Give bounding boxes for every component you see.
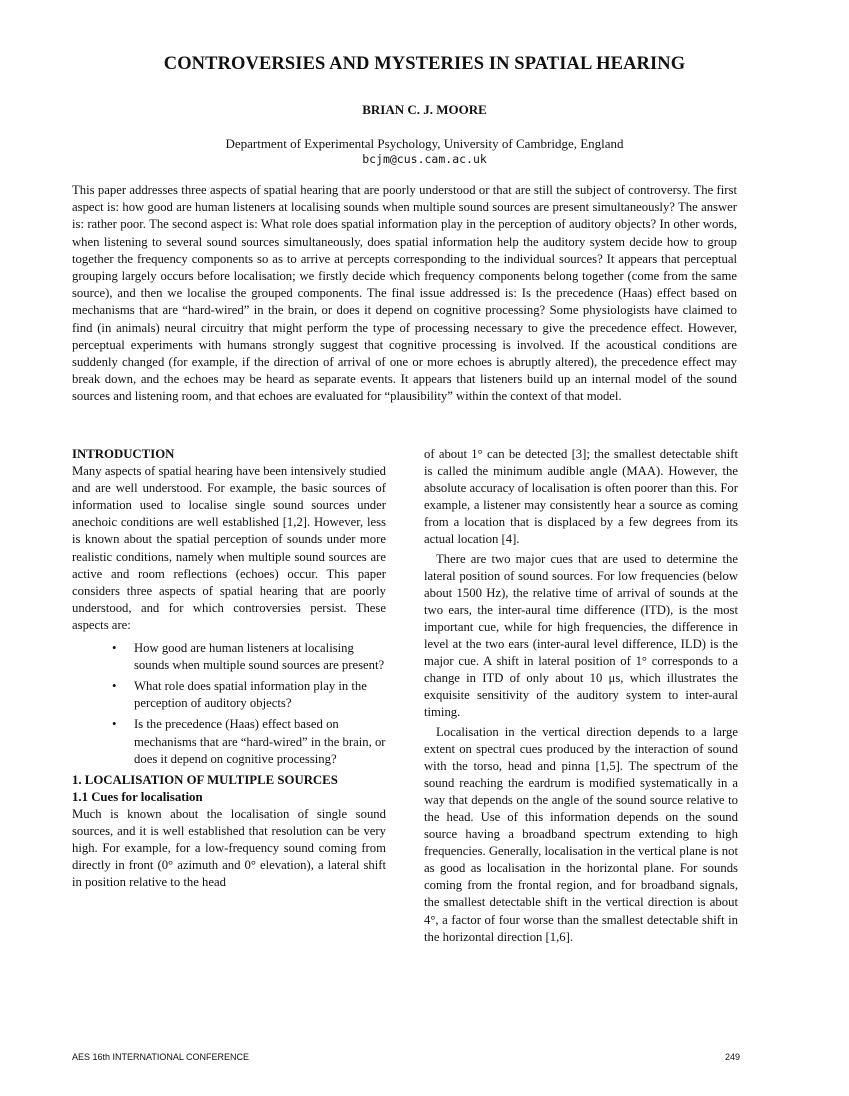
list-item-text: How good are human listeners at localising sounds when multiple sound sources are present? [134, 641, 385, 673]
bullet-icon: • [112, 641, 117, 656]
section-1-heading: 1. LOCALISATION OF MULTIPLE SOURCES [72, 772, 338, 787]
subsection-paragraph: Much is known about the localisation of single sound sources, and it is well established that resolution can be very high. For example, for a low-frequency sound coming from directly in front (0° azimuth and 0° elevation), a lateral shift in position relative to the head [72, 806, 386, 890]
bullet-icon: • [112, 717, 117, 732]
body-paragraph: Localisation in the vertical direction depends to a large extent on spectral cues produced by the interaction of sound with the torso, head and pinna [1,5]. The spectrum of the sound reaching the eardrum is modified systematically in a way that depends on the angle of the sound source relative to the head. Use of this information depends on the sound source having a broadband spectrum extending to high frequencies. Generally, localisation in the vertical plane is not as good as localisation in the horizontal plane. For sounds coming from the frontal region, and for broadband signals, the smallest detectable shift in the vertical direction is about 4°, a factor of four worse than the smallest detectable shift in the horizontal direction [1,6]. [424, 724, 738, 944]
body-paragraph: There are two major cues that are used to determine the lateral position of sound sources. For low frequencies (below about 1500 Hz), the relative time of arrival of sounds at the two ears, the inter-aural time difference (ITD), is the most important cue, while for high frequencies, the difference in level at the two ears (inter-aural level difference, ILD) is the major cue. A shift in lateral position of 1° corresponds to a change in ITD of only about 10 μs, which illustrates the exquisite sensitivity of the auditory system to inter-aural timing. [424, 551, 738, 720]
paper-title: CONTROVERSIES AND MYSTERIES IN SPATIAL HEARING [163, 54, 686, 74]
abstract: This paper addresses three aspects of spatial hearing that are poorly understood or that are still the subject of controversy. The first aspect is: how good are human listeners at localising sounds when multiple sound sources are present simultaneously? The answer is: rather poor. The second aspect is: What role does spatial information play in the perception of auditory objects? In other words, when listening to several sound sources simultaneously, does spatial information help the auditory system decide how to group together the frequency components so as to arrive at percepts corresponding to the individual sources? It appears that perceptual grouping largely occurs before localisation; we firstly decide which frequency components belong together (come from the same source), and then we localise the grouped components. The final issue addressed is: Is the precedence (Haas) effect based on mechanisms that are “hard-wired” in the brain, or does it depend on cognitive processing? Some physiologists have claimed to find (in animals) neural circuitry that might perform the type of processing necessary to give the precedence effect. However, perceptual experiments with humans strongly suggest that cognitive processing is involved. If the acoustical conditions are suddenly changed (for example, if the direction of arrival of one or more echoes is abruptly altered), the precedence effect may break down, and the echoes may be heard as separate events. It appears that listeners build up an internal model of the sound sources and listening room, and that echoes are evaluated for “plausibility” within the context of that model. [72, 183, 737, 404]
bullet-icon: • [112, 679, 117, 694]
list-item [112, 716, 386, 767]
body-paragraph: of about 1° can be detected [3]; the smallest detectable shift is called the minimum audible angle (MAA). However, the absolute accuracy of localisation is often poorer than this. For example, a listener may consistently hear a source as coming from a location that is displaced by a few degrees from its actual location [4]. [424, 447, 738, 547]
footer-conference: AES 16th INTERNATIONAL CONFERENCE [72, 1052, 250, 1062]
author-email: bcjm@cus.cam.ac.uk [362, 152, 487, 166]
list-item-text: Is the precedence (Haas) effect based on mechanisms that are “hard-wired” in the brain, or does it depend on cognitive processing? [134, 717, 386, 766]
author-name: BRIAN C. J. MOORE [362, 102, 487, 117]
list-item [112, 640, 386, 674]
introduction-paragraph: Many aspects of spatial hearing have been intensively studied and are well understood. For example, the basic sources of information used to localise single sound sources under anechoic conditions are well established [1,2]. However, less is known about the spatial perception of sounds under more realistic conditions, namely when multiple sound sources are active and room reflections (echoes) occur. This paper considers three aspects of spatial hearing that are poorly understood, and for which controversies persist. These aspects are: [72, 464, 386, 632]
author-affiliation: Department of Experimental Psychology, University of Cambridge, England [225, 136, 624, 151]
page-number: 249 [724, 1052, 740, 1062]
introduction-heading: INTRODUCTION [72, 447, 175, 461]
list-item [112, 678, 386, 712]
list-item-text: What role does spatial information play in the perception of auditory objects? [134, 679, 367, 711]
aspects-list [72, 640, 386, 768]
subsection-1-1-heading: 1.1 Cues for localisation [72, 789, 203, 804]
left-column [72, 446, 386, 891]
right-column [424, 446, 738, 946]
